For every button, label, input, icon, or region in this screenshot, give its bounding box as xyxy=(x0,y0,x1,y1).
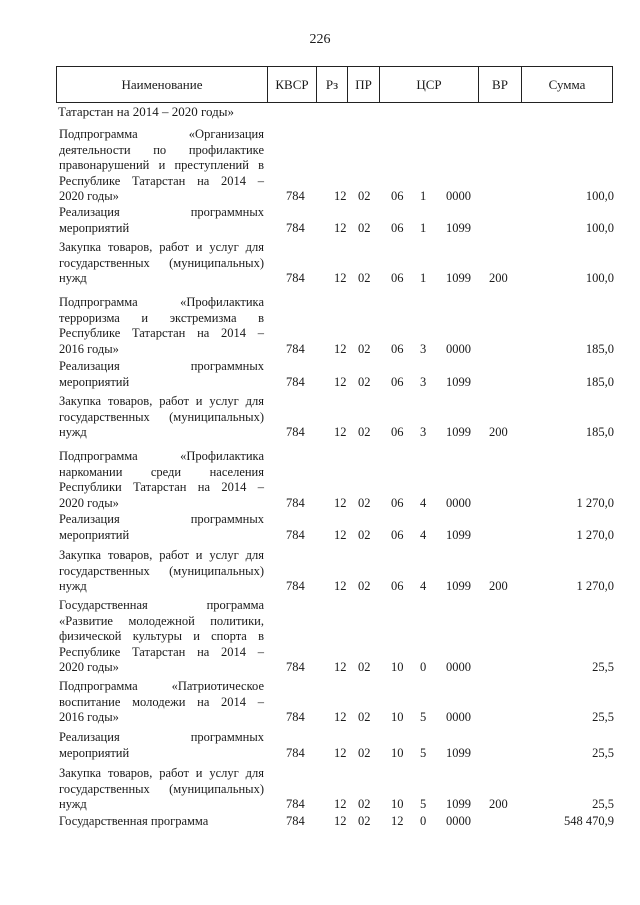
name-line: Закупка товаров, работ и услуг для xyxy=(59,766,264,780)
name-line: Государственная программа xyxy=(59,814,209,828)
cell-rz: 12 xyxy=(334,220,347,235)
name-line: Закупка товаров, работ и услуг для xyxy=(59,394,264,408)
header-rz: Рз xyxy=(325,76,339,92)
cell-csr-subprogram: 1 xyxy=(420,271,427,286)
cell-csr-program: 06 xyxy=(391,220,404,235)
name-line: нужд xyxy=(59,579,87,594)
cell-kvsr: 784 xyxy=(286,425,305,440)
cell-name xyxy=(59,240,264,287)
cell-pr: 02 xyxy=(358,579,371,594)
cell-pr: 02 xyxy=(358,271,371,286)
cell-sum: 25,5 xyxy=(592,710,614,725)
cell-kvsr: 784 xyxy=(286,341,305,356)
cell-csr-program: 06 xyxy=(391,527,404,542)
cell-sum: 25,5 xyxy=(592,745,614,760)
cell-csr-item: 0000 xyxy=(446,189,471,204)
cell-csr-subprogram: 5 xyxy=(420,710,427,725)
cell-rz: 12 xyxy=(334,189,347,204)
cell-name xyxy=(59,730,264,761)
name-line: мероприятий xyxy=(59,220,130,235)
cell-pr: 02 xyxy=(358,374,371,389)
cell-csr-program: 06 xyxy=(391,495,404,510)
name-line: мероприятий xyxy=(59,527,130,542)
cell-name xyxy=(59,512,264,543)
cell-csr-subprogram: 0 xyxy=(420,660,427,675)
cell-pr: 02 xyxy=(358,425,371,440)
cell-name xyxy=(59,766,264,813)
name-line: Государственная программа xyxy=(59,598,264,612)
header-sum: Сумма xyxy=(548,76,586,92)
cell-name xyxy=(59,814,264,830)
cell-kvsr: 784 xyxy=(286,374,305,389)
cell-sum: 100,0 xyxy=(585,271,614,286)
cell-vr: 200 xyxy=(489,579,508,594)
cell-rz: 12 xyxy=(334,797,347,812)
cell-name xyxy=(59,394,264,441)
cell-csr-item: 1099 xyxy=(446,745,471,760)
cell-name xyxy=(59,295,264,357)
name-line: мероприятий xyxy=(59,374,130,389)
cell-rz: 12 xyxy=(334,710,347,725)
cell-sum: 1 270,0 xyxy=(576,527,614,542)
cell-csr-subprogram: 3 xyxy=(420,374,427,389)
cell-sum: 1 270,0 xyxy=(576,579,614,594)
cell-kvsr: 784 xyxy=(286,527,305,542)
cell-csr-subprogram: 3 xyxy=(420,425,427,440)
name-line: государственных (муниципальных) xyxy=(59,563,264,578)
cell-vr: 200 xyxy=(489,425,508,440)
cell-pr: 02 xyxy=(358,189,371,204)
cell-csr-program: 10 xyxy=(391,710,404,725)
name-line: Реализация программных xyxy=(59,512,264,526)
header-vr: ВР xyxy=(492,76,508,92)
cell-rz: 12 xyxy=(334,374,347,389)
name-line: деятельности по профилактике xyxy=(59,142,264,157)
cell-kvsr: 784 xyxy=(286,745,305,760)
cell-csr-item: 1099 xyxy=(446,220,471,235)
cell-kvsr: 784 xyxy=(286,797,305,812)
name-line: 2020 годы» xyxy=(59,660,119,675)
cell-pr: 02 xyxy=(358,710,371,725)
cell-kvsr: 784 xyxy=(286,660,305,675)
cell-rz: 12 xyxy=(334,660,347,675)
name-line: нужд xyxy=(59,425,87,440)
cell-sum: 548 470,9 xyxy=(564,814,614,828)
name-line: 2020 годы» xyxy=(59,189,119,204)
cell-csr-program: 06 xyxy=(391,425,404,440)
name-line: Республике Татарстан на 2014 – xyxy=(59,326,264,341)
cell-sum: 100,0 xyxy=(585,220,614,235)
name-line: Подпрограмма «Патриотическое xyxy=(59,679,264,693)
cell-rz: 12 xyxy=(334,341,347,356)
cell-kvsr: 784 xyxy=(286,710,305,725)
cell-pr: 02 xyxy=(358,220,371,235)
name-line: воспитание молодежи на 2014 – xyxy=(59,694,264,709)
cell-sum: 25,5 xyxy=(592,660,614,675)
cell-csr-item: 0000 xyxy=(446,814,471,828)
name-line: правонарушений и преступлений в xyxy=(59,158,264,173)
name-line: Подпрограмма «Организация xyxy=(59,127,264,141)
cell-vr: 200 xyxy=(489,797,508,812)
name-line: государственных (муниципальных) xyxy=(59,255,264,270)
cell-csr-item: 0000 xyxy=(446,710,471,725)
cell-csr-subprogram: 1 xyxy=(420,220,427,235)
cell-sum: 185,0 xyxy=(585,425,614,440)
cell-pr: 02 xyxy=(358,660,371,675)
header-csr: ЦСР xyxy=(416,76,442,92)
cell-pr: 02 xyxy=(358,797,371,812)
cell-vr: 200 xyxy=(489,271,508,286)
cell-csr-program: 12 xyxy=(391,814,404,828)
cell-sum: 1 270,0 xyxy=(576,495,614,510)
cell-name xyxy=(59,598,264,676)
header-pr: ПР xyxy=(355,76,372,92)
cell-csr-program: 06 xyxy=(391,579,404,594)
cell-kvsr: 784 xyxy=(286,495,305,510)
cell-name xyxy=(59,127,264,205)
cell-pr: 02 xyxy=(358,745,371,760)
cell-rz: 12 xyxy=(334,814,347,828)
cell-csr-item: 0000 xyxy=(446,341,471,356)
name-line: Закупка товаров, работ и услуг для xyxy=(59,240,264,254)
name-line: Закупка товаров, работ и услуг для xyxy=(59,548,264,562)
cell-rz: 12 xyxy=(334,495,347,510)
name-line: физической культуры и спорта в xyxy=(59,629,264,644)
cell-csr-program: 06 xyxy=(391,374,404,389)
cell-name xyxy=(59,679,264,726)
cell-csr-item: 0000 xyxy=(446,495,471,510)
continuation-text: Татарстан на 2014 – 2020 годы» xyxy=(58,104,234,119)
cell-name xyxy=(59,205,264,236)
cell-sum: 100,0 xyxy=(585,189,614,204)
name-line: 2016 годы» xyxy=(59,710,119,725)
name-line: 2016 годы» xyxy=(59,341,119,356)
cell-csr-item: 1099 xyxy=(446,374,471,389)
name-line: мероприятий xyxy=(59,745,130,760)
cell-sum: 185,0 xyxy=(585,374,614,389)
name-line: Реализация программных xyxy=(59,205,264,219)
header-kvsr: КВСР xyxy=(275,76,309,92)
name-line: нужд xyxy=(59,797,87,812)
cell-csr-subprogram: 4 xyxy=(420,495,427,510)
name-line: Реализация программных xyxy=(59,730,264,744)
cell-csr-subprogram: 4 xyxy=(420,527,427,542)
cell-pr: 02 xyxy=(358,814,371,828)
name-line: Подпрограмма «Профилактика xyxy=(59,295,264,309)
name-line: Республике Татарстан на 2014 – xyxy=(59,644,264,659)
cell-rz: 12 xyxy=(334,527,347,542)
name-line: наркомании среди населения xyxy=(59,464,264,479)
table-header xyxy=(56,66,613,103)
cell-csr-subprogram: 3 xyxy=(420,341,427,356)
name-line: государственных (муниципальных) xyxy=(59,409,264,424)
cell-pr: 02 xyxy=(358,527,371,542)
cell-rz: 12 xyxy=(334,579,347,594)
name-line: Реализация программных xyxy=(59,359,264,373)
name-line: терроризма и экстремизма в xyxy=(59,310,264,325)
cell-kvsr: 784 xyxy=(286,189,305,204)
name-line: Подпрограмма «Профилактика xyxy=(59,449,264,463)
cell-kvsr: 784 xyxy=(286,579,305,594)
cell-csr-subprogram: 0 xyxy=(420,814,427,828)
name-line: 2020 годы» xyxy=(59,495,119,510)
cell-csr-program: 06 xyxy=(391,341,404,356)
cell-csr-program: 06 xyxy=(391,189,404,204)
cell-csr-item: 1099 xyxy=(446,797,471,812)
name-line: «Развитие молодежной политики, xyxy=(59,613,264,628)
cell-name xyxy=(59,548,264,595)
cell-sum: 185,0 xyxy=(585,341,614,356)
cell-csr-program: 10 xyxy=(391,745,404,760)
name-line: государственных (муниципальных) xyxy=(59,781,264,796)
cell-csr-program: 06 xyxy=(391,271,404,286)
cell-csr-item: 0000 xyxy=(446,660,471,675)
cell-csr-program: 10 xyxy=(391,797,404,812)
cell-pr: 02 xyxy=(358,341,371,356)
cell-name xyxy=(59,449,264,511)
name-line: нужд xyxy=(59,271,87,286)
cell-rz: 12 xyxy=(334,745,347,760)
cell-csr-program: 10 xyxy=(391,660,404,675)
cell-csr-item: 1099 xyxy=(446,271,471,286)
cell-rz: 12 xyxy=(334,425,347,440)
page-number: 226 xyxy=(309,32,331,47)
cell-sum: 25,5 xyxy=(592,797,614,812)
cell-csr-item: 1099 xyxy=(446,579,471,594)
cell-csr-subprogram: 1 xyxy=(420,189,427,204)
cell-csr-subprogram: 4 xyxy=(420,579,427,594)
cell-rz: 12 xyxy=(334,271,347,286)
cell-kvsr: 784 xyxy=(286,814,305,828)
cell-name xyxy=(59,359,264,390)
cell-pr: 02 xyxy=(358,495,371,510)
header-name: Наименование xyxy=(121,76,203,92)
cell-kvsr: 784 xyxy=(286,271,305,286)
name-line: Республики Татарстан на 2014 – xyxy=(59,480,264,495)
cell-csr-subprogram: 5 xyxy=(420,745,427,760)
cell-csr-item: 1099 xyxy=(446,425,471,440)
cell-kvsr: 784 xyxy=(286,220,305,235)
name-line: Республике Татарстан на 2014 – xyxy=(59,173,264,188)
cell-csr-item: 1099 xyxy=(446,527,471,542)
cell-csr-subprogram: 5 xyxy=(420,797,427,812)
